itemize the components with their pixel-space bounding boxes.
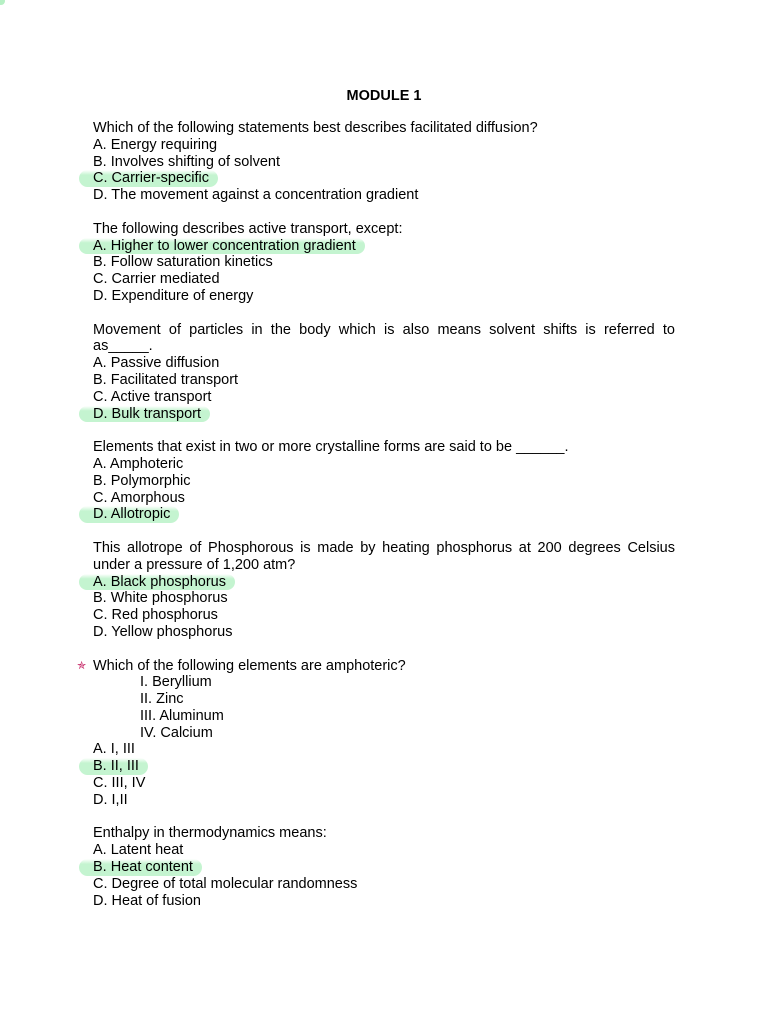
answer-option: D. Heat of fusion bbox=[93, 892, 201, 909]
question-6 bbox=[77, 657, 675, 809]
question-2 bbox=[93, 221, 675, 305]
answer-highlight: B. Heat content bbox=[79, 859, 202, 876]
answer-option-highlighted bbox=[93, 506, 675, 523]
answer-option: C. Red phosphorus bbox=[93, 607, 218, 624]
roman-sub-item: I. Beryllium bbox=[140, 674, 212, 691]
question-stem: Movement of particles in the body which is also means solvent shifts is referred to as_____. bbox=[93, 321, 675, 355]
answer-option: D. The movement against a concentration gradient bbox=[93, 187, 419, 204]
answer-option-highlighted bbox=[93, 574, 675, 591]
answer-highlight: A. Black phosphorus bbox=[79, 574, 235, 591]
question-1 bbox=[93, 120, 675, 204]
question-3 bbox=[93, 322, 675, 423]
answer-option: A. Amphoteric bbox=[93, 455, 184, 472]
answer-option: A. Passive diffusion bbox=[93, 355, 220, 372]
roman-sub-item: II. Zinc bbox=[140, 691, 184, 708]
answer-option: B. White phosphorus bbox=[93, 590, 228, 607]
answer-option: D. I,II bbox=[93, 791, 128, 808]
answer-option: C. Degree of total molecular randomness bbox=[93, 875, 358, 892]
answer-option: A. Energy requiring bbox=[93, 136, 218, 153]
answer-option-highlighted bbox=[93, 238, 675, 255]
answer-option: A. Latent heat bbox=[93, 842, 184, 859]
answer-option: C. III, IV bbox=[93, 775, 146, 792]
answer-highlight: D. Bulk transport bbox=[79, 406, 210, 423]
question-stem: The following describes active transport, except: bbox=[93, 220, 403, 237]
answer-option: B. Involves shifting of solvent bbox=[93, 153, 280, 170]
answer-option-highlighted bbox=[93, 170, 675, 187]
answer-option: C. Carrier mediated bbox=[93, 271, 220, 288]
answer-option-highlighted bbox=[93, 758, 675, 775]
page-title: MODULE 1 bbox=[346, 88, 422, 104]
answer-option: D. Yellow phosphorus bbox=[93, 623, 233, 640]
question-stem: Enthalpy in thermodynamics means: bbox=[93, 825, 327, 842]
roman-sub-item: IV. Calcium bbox=[140, 724, 213, 741]
star-icon: ✯ bbox=[77, 659, 87, 672]
answer-option: B. Follow saturation kinetics bbox=[93, 254, 273, 271]
question-list bbox=[77, 120, 675, 926]
answer-option: B. Polymorphic bbox=[93, 472, 191, 489]
answer-highlight: B. II, III bbox=[79, 758, 148, 775]
question-stem: ✯ Which of the following elements are amphoteric? bbox=[77, 657, 406, 674]
corner-highlight-mark bbox=[0, 0, 5, 5]
question-stem: Which of the following statements best describes facilitated diffusion? bbox=[93, 120, 538, 136]
answer-option: A. I, III bbox=[93, 741, 135, 758]
answer-option: D. Expenditure of energy bbox=[93, 287, 254, 304]
question-stem: Elements that exist in two or more crystalline forms are said to be ______. bbox=[93, 439, 569, 456]
answer-option: C. Amorphous bbox=[93, 489, 185, 506]
question-5 bbox=[93, 540, 675, 641]
question-4 bbox=[93, 439, 675, 523]
answer-highlight: A. Higher to lower concentration gradient bbox=[79, 238, 365, 255]
answer-option-highlighted bbox=[93, 859, 675, 876]
roman-sub-item: III. Aluminum bbox=[140, 707, 224, 724]
answer-highlight: D. Allotropic bbox=[79, 506, 179, 523]
question-7 bbox=[93, 825, 675, 909]
question-stem: This allotrope of Phosphorous is made by heating phosphorus at 200 degrees Celsius under a pressure of 1,200 atm? bbox=[93, 539, 675, 573]
answer-option: C. Active transport bbox=[93, 388, 212, 405]
answer-option-highlighted bbox=[93, 406, 675, 423]
answer-option: B. Facilitated transport bbox=[93, 371, 239, 388]
answer-highlight: C. Carrier-specific bbox=[79, 170, 218, 187]
